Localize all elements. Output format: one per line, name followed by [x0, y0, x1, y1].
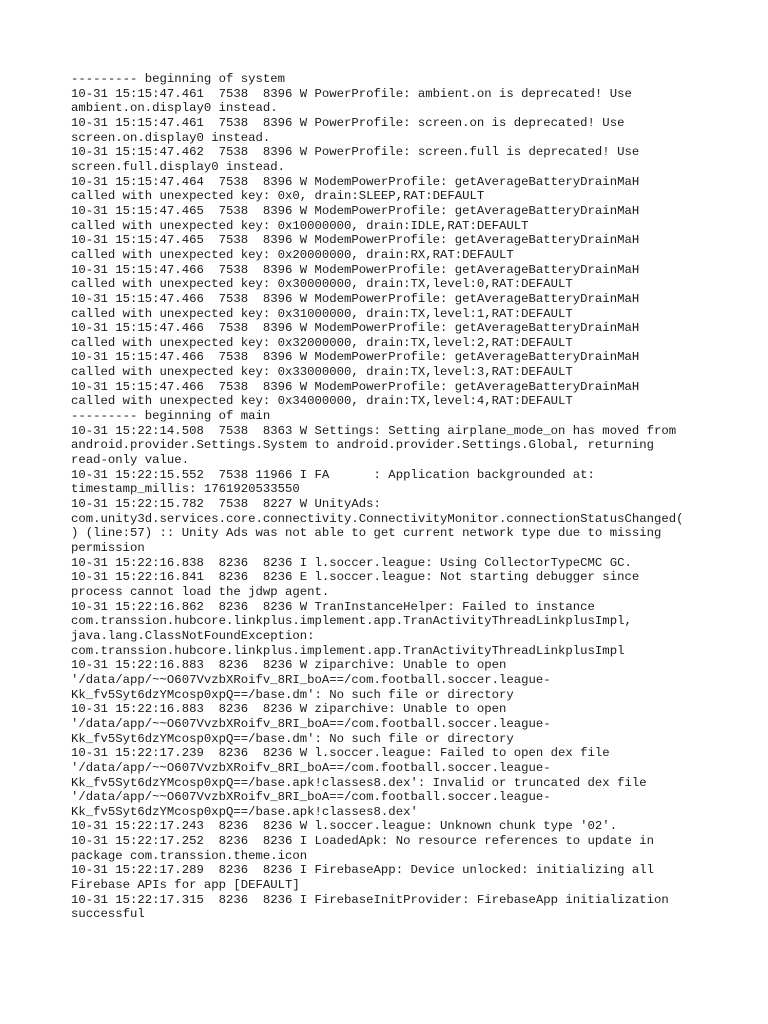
log-line: 10-31 15:15:47.466 7538 8396 W ModemPowerProfile: getAverageBatteryDrainMaH [71, 321, 640, 336]
log-line: successful [71, 907, 145, 922]
log-line: package com.transsion.theme.icon [71, 848, 308, 863]
log-line: process cannot load the jdwp agent. [71, 584, 330, 599]
log-line: screen.full.display0 instead. [71, 159, 286, 174]
log-line: 10-31 15:22:17.239 8236 8236 W l.soccer.league: Failed to open dex file [71, 746, 610, 761]
log-line: called with unexpected key: 0x32000000, drain:TX,level:2,RAT:DEFAULT [71, 335, 573, 350]
log-line: 10-31 15:22:16.883 8236 8236 W ziparchive: Unable to open [71, 658, 507, 673]
log-line: 10-31 15:15:47.464 7538 8396 W ModemPowerProfile: getAverageBatteryDrainMaH [71, 174, 640, 189]
log-line: 10-31 15:22:17.252 8236 8236 I LoadedApk: No resource references to update in [71, 834, 654, 849]
log-line: called with unexpected key: 0x31000000, drain:TX,level:1,RAT:DEFAULT [71, 306, 573, 321]
log-line: 10-31 15:15:47.466 7538 8396 W ModemPowerProfile: getAverageBatteryDrainMaH [71, 379, 640, 394]
log-line: screen.on.display0 instead. [71, 130, 271, 145]
log-line: com.transsion.hubcore.linkplus.implement.app.TranActivityThreadLinkplusImpl [71, 643, 625, 658]
log-line: 10-31 15:22:17.289 8236 8236 I FirebaseApp: Device unlocked: initializing all [71, 863, 654, 878]
log-document [71, 72, 731, 922]
log-line: 10-31 15:22:16.862 8236 8236 W TranInstanceHelper: Failed to instance [71, 599, 595, 614]
log-line: called with unexpected key: 0x30000000, drain:TX,level:0,RAT:DEFAULT [71, 277, 573, 292]
log-line: '/data/app/~~O607VvzbXRoifv_8RI_boA==/com.football.soccer.league- [71, 760, 551, 775]
log-line: read-only value. [71, 453, 190, 468]
log-line: 10-31 15:22:15.782 7538 8227 W UnityAds: [71, 497, 381, 512]
log-line: called with unexpected key: 0x33000000, drain:TX,level:3,RAT:DEFAULT [71, 365, 573, 380]
log-line: 10-31 15:15:47.466 7538 8396 W ModemPowerProfile: getAverageBatteryDrainMaH [71, 262, 640, 277]
log-line: 10-31 15:22:17.243 8236 8236 W l.soccer.league: Unknown chunk type '02'. [71, 819, 618, 834]
log-line: java.lang.ClassNotFoundException: [71, 628, 315, 643]
log-line: '/data/app/~~O607VvzbXRoifv_8RI_boA==/com.football.soccer.league- [71, 672, 551, 687]
log-line: 10-31 15:15:47.465 7538 8396 W ModemPowerProfile: getAverageBatteryDrainMaH [71, 203, 640, 218]
log-line: '/data/app/~~O607VvzbXRoifv_8RI_boA==/com.football.soccer.league- [71, 716, 551, 731]
log-line: 10-31 15:15:47.466 7538 8396 W ModemPowerProfile: getAverageBatteryDrainMaH [71, 350, 640, 365]
log-line: called with unexpected key: 0x34000000, drain:TX,level:4,RAT:DEFAULT [71, 394, 573, 409]
log-line: called with unexpected key: 0x0, drain:SLEEP,RAT:DEFAULT [71, 189, 485, 204]
log-line: 10-31 15:15:47.465 7538 8396 W ModemPowerProfile: getAverageBatteryDrainMaH [71, 233, 640, 248]
log-line: android.provider.Settings.System to android.provider.Settings.Global, returning [71, 438, 654, 453]
log-line: --------- beginning of system [71, 72, 286, 86]
log-line: called with unexpected key: 0x10000000, drain:IDLE,RAT:DEFAULT [71, 218, 529, 233]
log-line: permission [71, 541, 145, 555]
log-line: Firebase APIs for app [DEFAULT] [71, 878, 300, 893]
log-line: '/data/app/~~O607VvzbXRoifv_8RI_boA==/com.football.soccer.league- [71, 790, 551, 805]
log-line: 10-31 15:22:16.841 8236 8236 E l.soccer.league: Not starting debugger since [71, 570, 640, 585]
log-line: 10-31 15:15:47.462 7538 8396 W PowerProfile: screen.full is deprecated! Use [71, 145, 640, 160]
log-line: timestamp_millis: 1761920533550 [71, 482, 300, 497]
log-line: com.transsion.hubcore.linkplus.implement.app.TranActivityThreadLinkplusImpl, [71, 614, 632, 629]
log-line: 10-31 15:22:16.838 8236 8236 I l.soccer.league: Using CollectorTypeCMC GC. [71, 555, 632, 570]
log-line: 10-31 15:15:47.461 7538 8396 W PowerProfile: ambient.on is deprecated! Use [71, 86, 632, 101]
log-line: Kk_fv5Syt6dzYMcosp0xpQ==/base.apk!classes8.dex': Invalid or truncated dex file [71, 775, 647, 790]
log-line: 10-31 15:22:17.315 8236 8236 I FirebaseInitProvider: FirebaseApp initialization [71, 892, 669, 907]
log-line: --------- beginning of main [71, 409, 271, 424]
log-line: 10-31 15:15:47.466 7538 8396 W ModemPowerProfile: getAverageBatteryDrainMaH [71, 291, 640, 306]
log-line: Kk_fv5Syt6dzYMcosp0xpQ==/base.dm': No such file or directory [71, 687, 514, 702]
log-line: com.unity3d.services.core.connectivity.ConnectivityMonitor.connectionStatusChanged( [71, 511, 684, 526]
log-line: 10-31 15:22:14.508 7538 8363 W Settings: Setting airplane_mode_on has moved from [71, 423, 677, 438]
log-line: ) (line:57) :: Unity Ads was not able to get current network type due to missing [71, 526, 662, 541]
log-line: 10-31 15:22:15.552 7538 11966 I FA : Application backgrounded at: [71, 467, 595, 482]
log-line: 10-31 15:22:16.883 8236 8236 W ziparchive: Unable to open [71, 702, 507, 717]
log-line: 10-31 15:15:47.461 7538 8396 W PowerProfile: screen.on is deprecated! Use [71, 115, 625, 130]
log-line: Kk_fv5Syt6dzYMcosp0xpQ==/base.apk!classes8.dex' [71, 804, 418, 819]
log-line: Kk_fv5Syt6dzYMcosp0xpQ==/base.dm': No such file or directory [71, 731, 514, 746]
log-line: ambient.on.display0 instead. [71, 101, 278, 116]
log-line: called with unexpected key: 0x20000000, drain:RX,RAT:DEFAULT [71, 247, 514, 262]
